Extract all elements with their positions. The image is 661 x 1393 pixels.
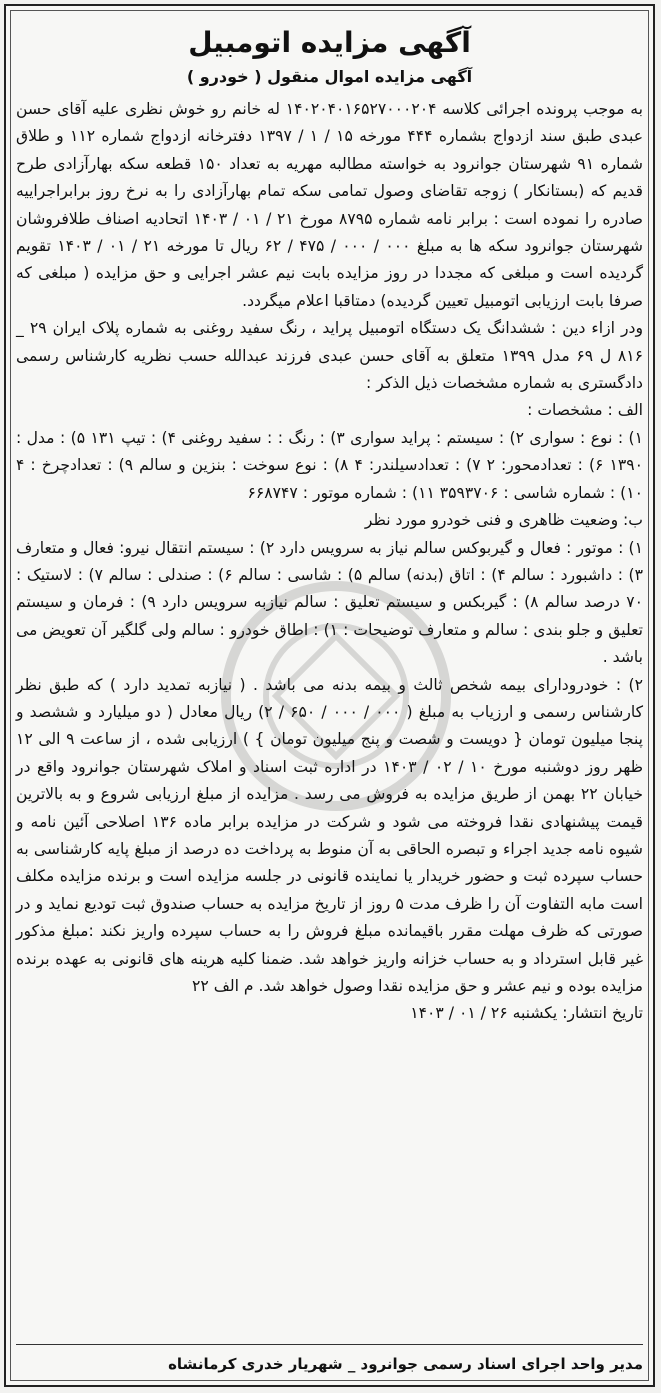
publication-date: تاریخ انتشار: یکشنبه ۲۶ / ۰۱ / ۱۴۰۳ <box>410 1004 643 1023</box>
paragraph-auction-terms: ۲) : خودرودارای بیمه شخص ثالث و بیمه بدنه می باشد . ( نیازبه تمدید دارد ) که طبق نظر کارشناس رسمی و ارزیاب به مبلغ ( ۰۰۰ / ۰۰۰ / ۶۵۰ / ۲) ریال معادل ( دو میلیارد و ششصد و پنجا میلیون تومان { دویست و شصت و پنج میلیون تومان } ) ارزیابی شده ، از ساعت ۹ الی ۱۲ ظهر روز دوشنبه مورخ ۱۰ / ۰۲ / ۱۴۰۳ در اداره ثبت اسناد و املاک شهرستان جوانرود واقع در خیابان ۲۲ بهمن از طریق مزایده به فروش می رسد . مزایده از مبلغ ارزیابی شروع و به بالاترین قیمت پیشنهادی نقدا فروخته می شود و شرکت در مزایده برابر ماده ۱۳۶ اصلاحی آئین نامه و شیوه نامه جدید اجراء و تبصره الحاقی به آن منوط به پرداخت ده درصد از مبلغ پایه کارشناسی به حساب سپرده ثبت و حضور خریدار یا نماینده قانونی در جلسه مزایده است و برنده مزایده مکلف است مابه التفاوت آن را ظرف مدت ۵ روز از تاریخ مزایده به حساب صندوق ثبت تودیع نماید و در صورتی که ظرف مهلت مقرر باقیمانده مبلغ فروش را به حساب سپرده واریز نکند :مبلغ مذکور غیر قابل استرداد و به حساب خزانه واریز خواهد شد. ضمنا کلیه هرینه های قانونی به عهده برنده مزایده بوده و نیم عشر و حق مزایده نقدا وصول خواهد شد. م الف ۲۲ <box>16 675 644 995</box>
notice-subtitle: آگهی مزایده اموال منقول ( خودرو ) <box>186 67 473 86</box>
notice-title: آگهی مزایده اتومبیل <box>188 26 471 59</box>
paragraph-vehicle-intro: ودر ازاء دین : ششدانگ یک دستگاه اتومبیل پراید ، رنگ سفید روغنی به شماره پلاک ایران ۲۹ _ ۸۱۶ ل ۶۹ مدل ۱۳۹۹ متعلق به آقای حسن عبدی فرزند عبدالله حسب نظریه کارشناس رسمی دادگستری به شماره مشخصات ذیل الذکر : <box>16 319 643 393</box>
heading-condition: ب: وضعیت ظاهری و فنی خودرو مورد نظر <box>364 511 643 530</box>
paragraph-specifications: ۱) : نوع : سواری ۲) : سیستم : پراید سواری ۳) : رنگ : : سفید روغنی ۴) : تیپ ۱۳۱ ۵) : مدل : ۱۳۹۰ ۶) : تعدادمحور: ۲ ۷) : تعدادسیلندر: ۴ ۸) : نوع سوخت : بنزین و سالم ۹) : تعدادچرخ : ۴ ۱۰) : شماره شاسی : ۳۵۹۳۷۰۶ ۱۱) : شماره موتور : ۶۶۸۷۴۷ <box>16 428 643 502</box>
footer-divider <box>16 1344 643 1345</box>
paragraph-case-details: به موجب پرونده اجرائی کلاسه ۱۴۰۲۰۴۰۱۶۵۲۷۰۰۰۲۰۴ له خانم رو خوش نظری علیه آقای حسن عبدی طبق سند ازدواج بشماره ۴۴۴ مورخه ۱۵ / ۱ / ۱۳۹۷ دفترخانه ازدواج شماره ۱۱۲ و طلاق شماره ۹۱ شهرستان جوانرود به خواسته مطالبه مهریه به تعداد ۱۵۰ قطعه سکه بهارآزادی طرح قدیم که (بستانکار ) زوجه تقاضای وصول تمامی سکه تمام بهارآزادی را به نرخ روز برابراجراییه صادره را نموده است : برابر نامه شماره ۸۷۹۵ مورخ ۲۱ / ۰۱ / ۱۴۰۳ اتحادیه اصناف طلافروشان شهرستان جوانرود سکه ها به مبلغ ۰۰۰ / ۰۰۰ / ۴۷۵ / ۶۲ ریال تا مورخه ۲۱ / ۰۱ / ۱۴۰۳ تقویم گردیده است و مبلغی که مجددا در روز مزایده بابت نیم عشر اجرایی و حق مزایده ( مبلغی که صرفا بابت ارزیابی اتومبیل تعیین گردیده) دمتاقبا اعلام میگردد. <box>16 100 643 310</box>
paragraph-condition: ۱) : موتور : فعال و گیربوکس سالم نیاز به سرویس دارد ۲) : سیستم انتقال نیرو: فعال و متعارف ۳) : داشبورد : سالم ۴) : اتاق (بدنه) سالم ۵) : شاسی : سالم ۶) : صندلی : سالم ۷) : لاستیک : ۷۰ درصد سالم ۸) : گیربکس و سیستم تعلیق : سالم نیازبه سرویس دارد ۹) : فرمان و سیستم تعلیق و جلو بندی : سالم و متعارف توضیحات : ۱) : اطاق خودرو : سالم ولی گلگیر آن تعویض می باشد . <box>16 538 644 667</box>
notice-frame <box>4 4 655 1387</box>
heading-specifications: الف : مشخصات : <box>527 401 643 420</box>
notice-signature: مدیر واحد اجرای اسناد رسمی جوانرود _ شهریار خدری کرمانشاه <box>168 1355 643 1373</box>
notice-content <box>16 20 643 1028</box>
